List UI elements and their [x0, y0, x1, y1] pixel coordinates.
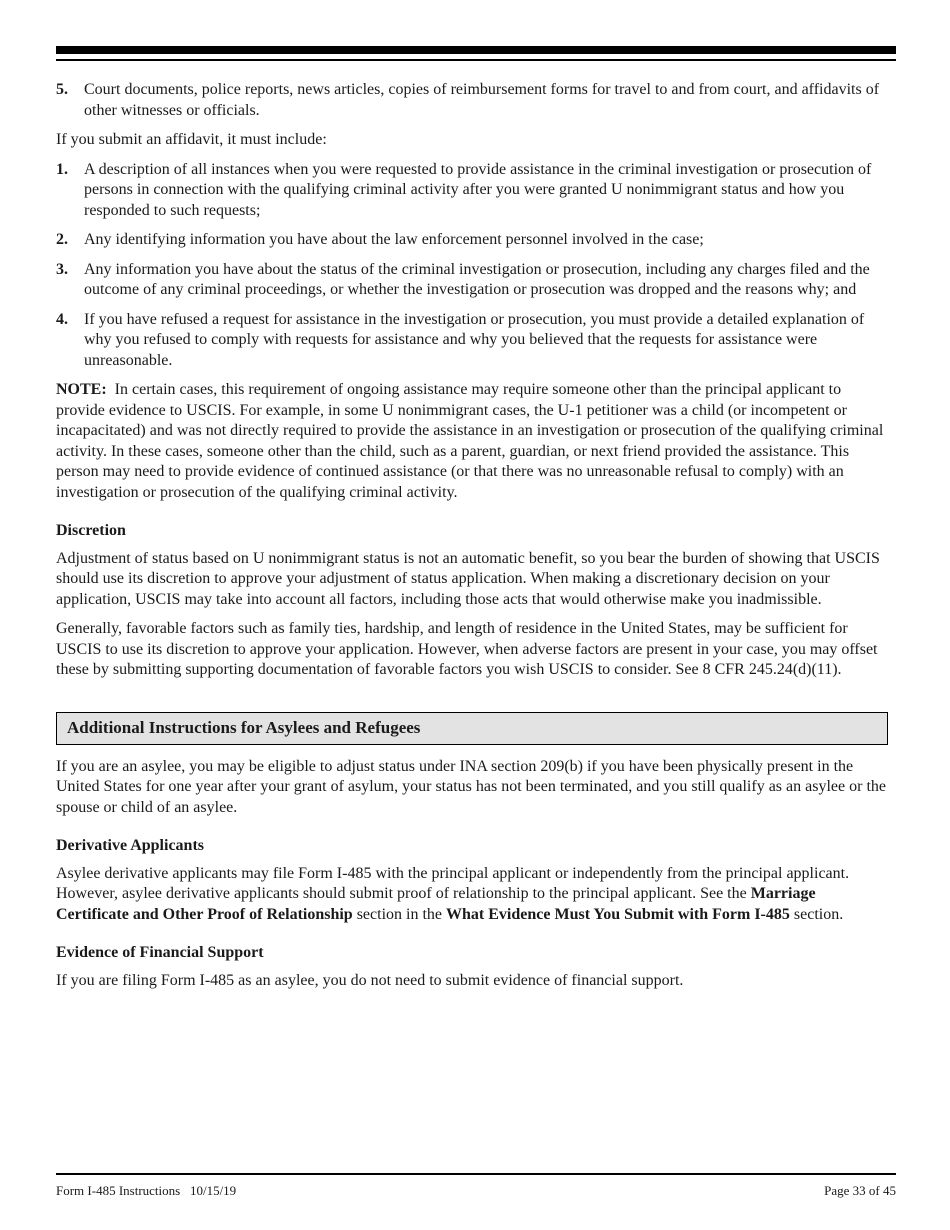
derivative-bold-reference-2: What Evidence Must You Submit with Form I-485: [446, 905, 790, 923]
derivative-applicants-heading: Derivative Applicants: [56, 837, 204, 854]
derivative-text-c: section.: [789, 905, 844, 923]
list-item: [56, 230, 888, 251]
section-header-asylees-refugees: [56, 712, 888, 745]
list-item-number: 5.: [56, 81, 68, 98]
derivative-bold-reference-1: Marriage Certificate and Other Proof of Relationship: [56, 885, 816, 923]
asylee-intro-paragraph: If you are an asylee, you may be eligible to adjust status under INA section 209(b) if you have been physically present in the United States for one year after your grant of asylum, your status has not been terminated, and you still qualify as an asylee or the spouse or child of an asylee.: [56, 757, 886, 816]
header-rule-thick: [56, 46, 896, 54]
note-text: In certain cases, this requirement of ongoing assistance may require someone other than the principal applicant to provide evidence to USCIS. For example, in some U nonimmigrant cases, the U-1 petitioner was a child (or incompetent or incapacitated) and was not directly required to provide the assistance in an investigation or prosecution of the qualifying criminal activity. In these cases, someone other than the child, such as a parent, guardian, or next friend provided the assistance. This person may need to provide evidence of continued assistance (or that there was no unreasonable refusal to comply) with an investigation or prosecution of the qualifying criminal activity.: [56, 381, 884, 501]
list-item-text: A description of all instances when you were requested to provide assistance in the criminal investigation or prosecution of persons in connection with the qualifying criminal activity after you were granted U nonimmigrant status and how you responded to such requests;: [84, 160, 872, 219]
footer-page-number: Page 33 of 45: [824, 1183, 896, 1198]
discretion-heading: Discretion: [56, 522, 126, 539]
footer-rule: [56, 1173, 896, 1175]
derivative-applicants-paragraph: [56, 864, 888, 926]
list-item: [56, 310, 888, 372]
discretion-paragraph-1: Adjustment of status based on U nonimmigrant status is not an automatic benefit, so you bear the burden of showing that USCIS should use its discretion to approve your adjustment of status application. When making a discretionary decision on your application, USCIS may take into account all factors, including those acts that would otherwise make you inadmissible.: [56, 549, 880, 608]
financial-support-heading: Evidence of Financial Support: [56, 944, 264, 961]
list-item-number: 2.: [56, 231, 68, 248]
derivative-text-a: Asylee derivative applicants may file Form I-485 with the principal applicant or independently from the principal applicant. However, asylee derivative applicants should submit proof of relationship to the principal applicant. See the: [56, 864, 850, 902]
header-rule-thin: [56, 59, 896, 61]
list-item-text: Any identifying information you have about the law enforcement personnel involved in the case;: [84, 231, 704, 248]
list-item-number: 3.: [56, 260, 68, 278]
list-item: [56, 80, 888, 121]
page-content: [56, 80, 888, 1000]
list-item-text: Court documents, police reports, news articles, copies of reimbursement forms for travel to and from court, and affidavits of other witnesses or officials.: [84, 81, 880, 119]
document-page: [56, 0, 896, 1230]
list-item: [56, 160, 888, 222]
affidavit-intro: If you submit an affidavit, it must include:: [56, 131, 327, 148]
note-paragraph: [56, 380, 888, 503]
discretion-paragraph-2: Generally, favorable factors such as family ties, hardship, and length of residence in the United States, may be sufficient for USCIS to use its discretion to approve your application. However, when adverse factors are present in your case, you may offset these by submitting supporting documentation of favorable factors you wish USCIS to consider. See 8 CFR 245.24(d)(11).: [56, 620, 878, 678]
list-item: [56, 260, 888, 301]
financial-support-paragraph: If you are filing Form I-485 as an asylee, you do not need to submit evidence of financial support.: [56, 971, 684, 989]
footer-form-info: Form I-485 Instructions 10/15/19: [56, 1183, 237, 1198]
list-item-number: 1.: [56, 160, 68, 178]
section-title: Additional Instructions for Asylees and Refugees: [67, 717, 421, 737]
list-item-text: Any information you have about the status of the criminal investigation or prosecution, including any charges filed and the outcome of any criminal proceedings, or whether the investigation or prosecution was dropped and the reasons why; and: [84, 260, 870, 298]
list-item-text: If you have refused a request for assistance in the investigation or prosecution, you must provide a detailed explanation of why you refused to comply with requests for assistance and why you believed that the requests for assistance were unreasonable.: [84, 310, 865, 369]
derivative-text-b: section in the: [352, 905, 447, 923]
note-label: NOTE:: [56, 381, 107, 398]
list-item-number: 4.: [56, 310, 68, 328]
